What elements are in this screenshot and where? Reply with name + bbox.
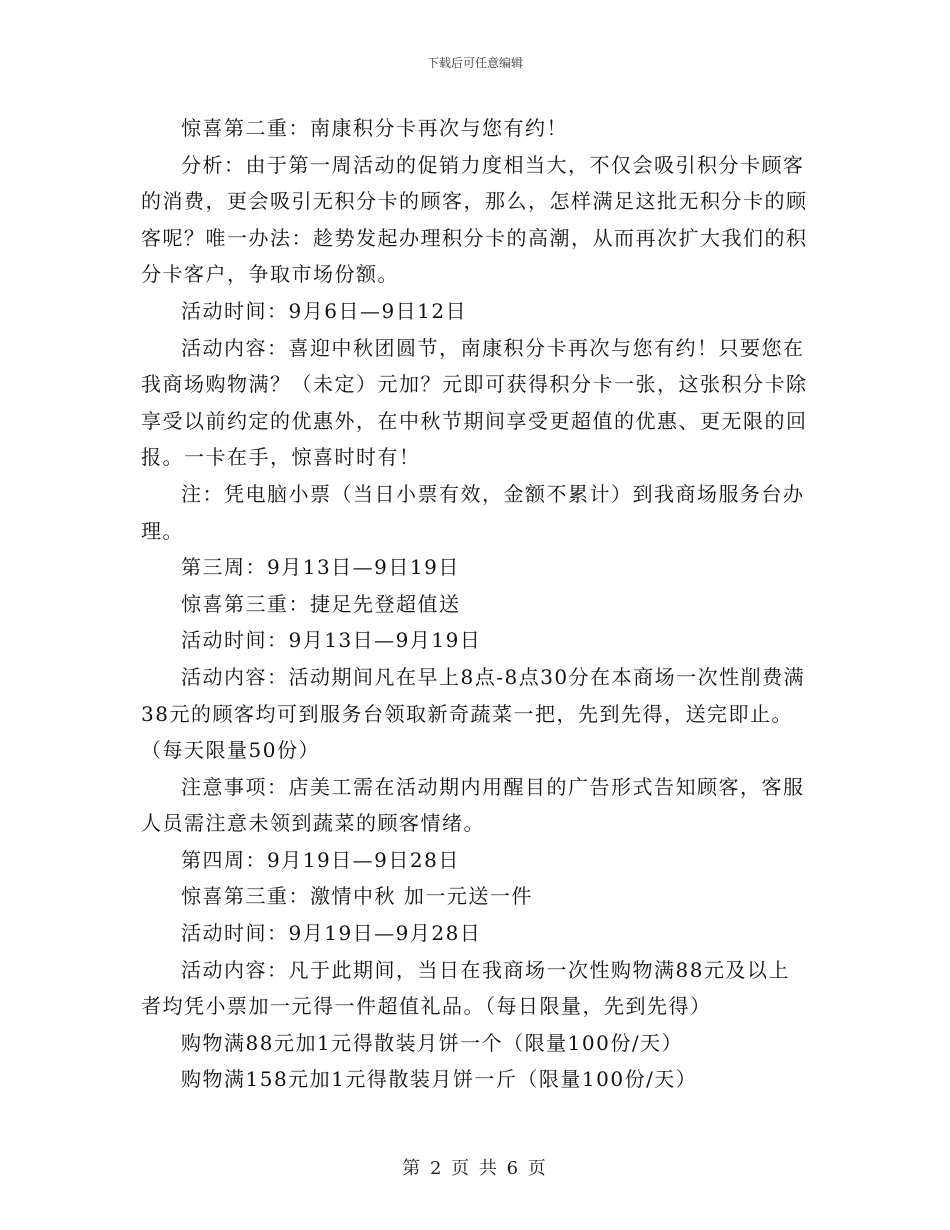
paragraph-activity-time-week3: 活动时间：9月13日—9月19日 bbox=[181, 628, 482, 653]
paragraph-heading-surprise-2: 惊喜第二重：南康积分卡再次与您有约！ bbox=[181, 116, 568, 140]
paragraph-heading-surprise-week4: 惊喜第三重：激情中秋 加一元送一件 bbox=[181, 884, 533, 909]
document-body bbox=[141, 110, 811, 1098]
paragraph-offer-88: 购物满88元加1元得散装月饼一个（限量100份/天） bbox=[181, 1030, 684, 1055]
page-header: 下载后可任意编辑 bbox=[426, 56, 523, 70]
page-footer: 第 2 页 共 6 页 bbox=[402, 1158, 548, 1179]
paragraph-activity-content-week3: 活动内容：活动期间凡在早上8点-8点30分在本商场一次性削费满38元的顾客均可到服务台领取新奇蔬菜一把，先到先得，送完即止。 bbox=[141, 664, 806, 726]
paragraph-activity-time-week4: 活动时间：9月19日—9月28日 bbox=[181, 921, 482, 946]
paragraph-activity-time-week2: 活动时间：9月6日—9日12日 bbox=[181, 298, 468, 323]
paragraph-notes-week3: 注意事项：店美工需在活动期内用醒目的广告形式告知顾客，客服人员需注意未领到蔬菜的顾客情绪。 bbox=[141, 774, 805, 836]
paragraph-offer-158: 购物满158元加1元得散装月饼一斤（限量100份/天） bbox=[181, 1067, 698, 1092]
paragraph-daily-limit: （每天限量50份） bbox=[141, 738, 320, 763]
paragraph-week3-heading: 第三周：9月13日—9日19日 bbox=[181, 555, 460, 580]
paragraph-activity-content-week4: 活动内容：凡于此期间，当日在我商场一次性购物满88元及以上者均凭小票加一元得一件超值礼品。（每日限量，先到先得） bbox=[141, 957, 790, 1019]
paragraph-note-week2: 注：凭电脑小票（当日小票有效，金额不累计）到我商场服务台办理。 bbox=[141, 481, 805, 543]
paragraph-analysis: 分析：由于第一周活动的促销力度相当大，不仅会吸引积分卡顾客的消费，更会吸引无积分卡的顾客，那么，怎样满足这批无积分卡的顾客呢？唯一办法：趁势发起办理积分卡的高潮，从而再次扩大我们的积分卡客户，争取市场份额。 bbox=[141, 152, 808, 287]
paragraph-heading-surprise-3: 惊喜第三重：捷足先登超值送 bbox=[181, 591, 461, 616]
paragraph-week4-heading: 第四周：9月19日—9日28日 bbox=[181, 847, 460, 872]
paragraph-activity-content-week2: 活动内容：喜迎中秋团圆节，南康积分卡再次与您有约！只要您在我商场购物满？（未定）元加？元即可获得积分卡一张，这张积分卡除享受以前约定的优惠外，在中秋节期间享受更超值的优惠、更无限的回报。一卡在手，惊喜时时有！ bbox=[141, 335, 808, 470]
